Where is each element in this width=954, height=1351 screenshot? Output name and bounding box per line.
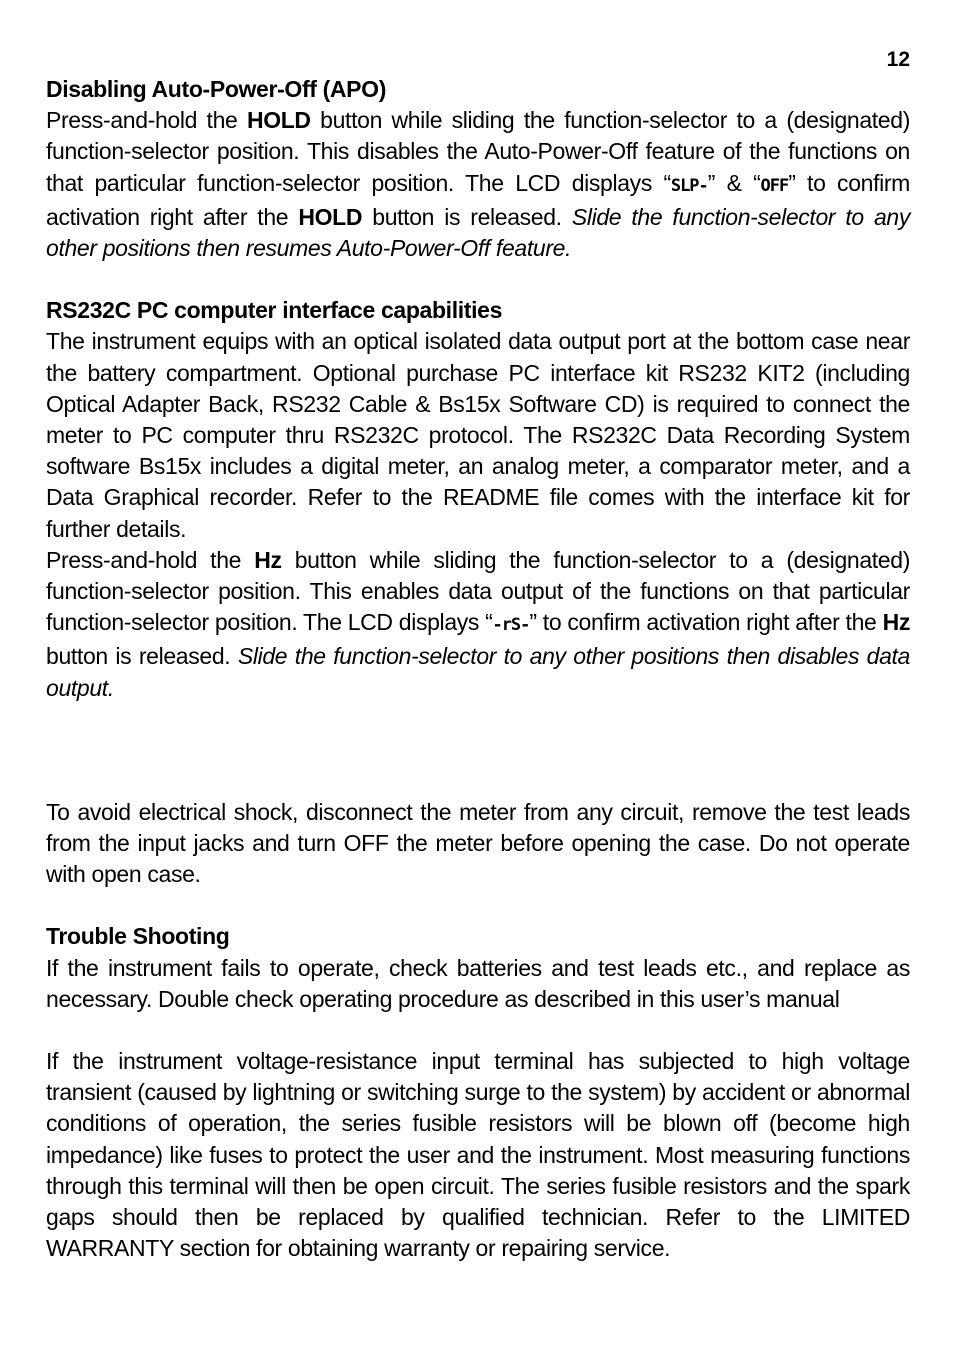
trouble-paragraph-1: If the instrument fails to operate, check batteries and test leads etc., and replace as necessary. Double check operating procedure as described in this user’s manual: [46, 954, 910, 1012]
page-number: 12: [886, 48, 910, 71]
hold-button-ref: HOLD: [246, 107, 311, 134]
rs232-paragraph-1: The instrument equips with an optical isolated data output port at the bottom case near the battery compartment. Optional purchase PC interface kit RS232 KIT2 (including Optical Adapter Back, RS232 Cable & Bs15x Software CD) is required to connect the meter to PC computer thru RS232C protocol. The RS232C Data Recording System software Bs15x includes a digital meter, an analog meter, a comparator meter, and a Data Graphical recorder. Refer to the README file comes with the interface kit for further details.: [46, 328, 910, 542]
rs232-text-4: button is released.: [46, 643, 238, 670]
manual-page-content: [46, 74, 910, 1265]
apo-text-1: Press-and-hold the: [46, 107, 247, 134]
apo-text-4: ” to confirm activation right after the: [46, 169, 910, 230]
rs232-heading: RS232C PC computer interface capabilities: [46, 297, 503, 324]
apo-text-3: ” & “: [707, 169, 761, 196]
apo-text-2: button while sliding the function-selector to a (designated) function-selector position. This disables the Auto-Power-Off feature of the functions on that particular function-selector position. The LCD displays “: [46, 107, 911, 196]
apo-text-5: button is released.: [362, 203, 572, 230]
trouble-heading: Trouble Shooting: [46, 923, 230, 950]
spacer: [46, 264, 910, 295]
spacer: [46, 1015, 910, 1046]
rs232-text-1: Press-and-hold the: [46, 546, 255, 573]
hz-button-ref: Hz: [254, 546, 282, 573]
safety-paragraph: To avoid electrical shock, disconnect the meter from any circuit, remove the test leads from the input jacks and turn OFF the meter before opening the case. Do not operate with open case.: [46, 798, 910, 888]
rs232-text-3: ” to confirm activation right after the: [529, 609, 883, 636]
hz-button-ref-2: Hz: [882, 609, 910, 636]
apo-italic-note: Slide the function-selector to any other positions then resumes Auto-Power-Off feature.: [46, 203, 910, 262]
lcd-off-symbol: OFF: [760, 175, 789, 196]
rs232-paragraph-2: [46, 545, 910, 704]
lcd-rs-symbol: -rS-: [492, 615, 530, 636]
spacer-large: [46, 704, 910, 797]
rs232-text-2: button while sliding the function-selector to a (designated) function-selector position. This enables data output of the functions on that particular function-selector position. The LCD displays “: [46, 546, 911, 636]
hold-button-ref-2: HOLD: [298, 203, 363, 230]
apo-paragraph: [46, 105, 910, 264]
rs232-italic-note: Slide the function-selector to any other positions then disables data output.: [46, 643, 911, 701]
spacer: [46, 890, 910, 921]
trouble-paragraph-2: If the instrument voltage-resistance input terminal has subjected to high voltage transient (caused by lightning or switching surge to the system) by accident or abnormal conditions of operation, the series fusible resistors will be blown off (become high impedance) like fuses to protect the user and the instrument. Most measuring functions through this terminal will then be open circuit. The series fusible resistors and the spark gaps should then be replaced by qualified technician. Refer to the LIMITED WARRANTY section for obtaining warranty or repairing service.: [46, 1048, 910, 1262]
apo-heading: Disabling Auto-Power-Off (APO): [46, 76, 387, 102]
lcd-slp-symbol: SLP-: [670, 175, 708, 196]
